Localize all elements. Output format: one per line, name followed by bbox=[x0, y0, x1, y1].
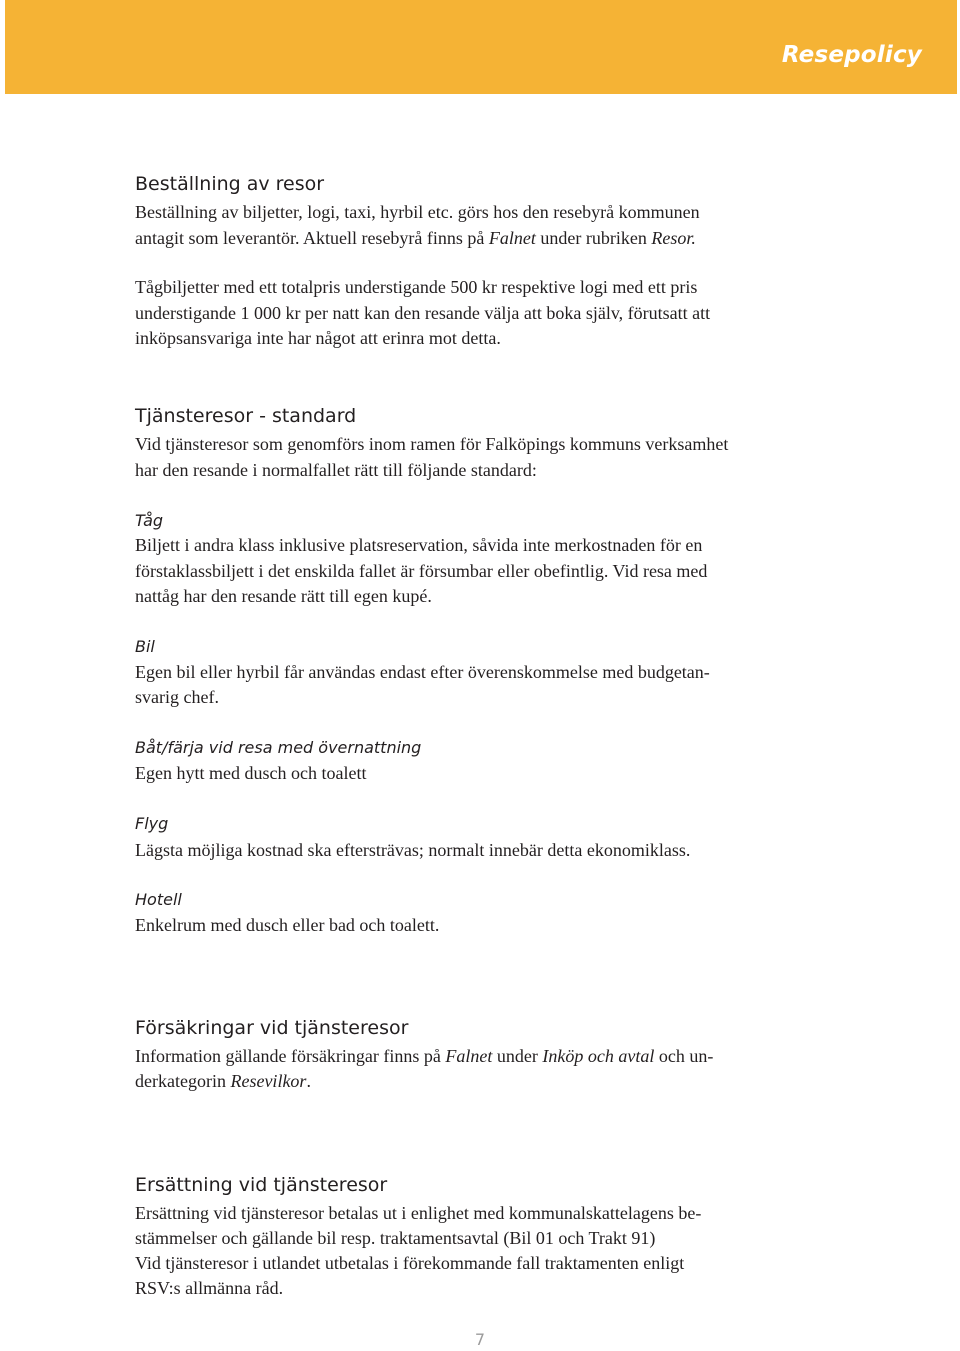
body-line: nattåg har den resande rätt till egen kupé. bbox=[135, 586, 432, 606]
text-run: och un- bbox=[654, 1046, 714, 1066]
body-line: Egen hytt med dusch och toalett bbox=[135, 763, 367, 783]
body-line: stämmelser och gällande bil resp. traktamentsavtal (Bil 01 och Trakt 91) bbox=[135, 1228, 656, 1248]
text-run: under rubriken bbox=[535, 228, 652, 248]
body-line: förstaklassbiljett i det enskilda fallet är försumbar eller obefintlig. Vid resa med bbox=[135, 561, 708, 581]
page-number: 7 bbox=[474, 1330, 486, 1349]
subheading-bat: Båt/färja vid resa med övernattning bbox=[135, 738, 422, 757]
section-heading-ersattning: Ersättning vid tjänsteresor bbox=[135, 1174, 388, 1196]
body-line: understigande 1 000 kr per natt kan den resande välja att boka själv, förutsatt att bbox=[135, 303, 711, 323]
body-line: Egen bil eller hyrbil får användas endast efter överenskommelse med budgetan- bbox=[135, 662, 710, 682]
body-line: har den resande i normalfallet rätt till följande standard: bbox=[135, 460, 537, 480]
body-line bbox=[135, 228, 696, 249]
body-line bbox=[135, 1046, 713, 1067]
body-line: Lägsta möjliga kostnad ska eftersträvas; normalt innebär detta ekonomiklass. bbox=[135, 840, 691, 860]
body-line bbox=[135, 1071, 311, 1092]
subheading-hotell: Hotell bbox=[135, 890, 182, 909]
body-line: Ersättning vid tjänsteresor betalas ut i enlighet med kommunalskattelagens be- bbox=[135, 1203, 702, 1223]
section-heading-forsakringar: Försäkringar vid tjänsteresor bbox=[135, 1017, 409, 1039]
text-run: derkategorin bbox=[135, 1071, 231, 1091]
subheading-tag: Tåg bbox=[135, 511, 164, 530]
section-heading-standard: Tjänsteresor - standard bbox=[135, 405, 357, 427]
resor-reference: Resor. bbox=[651, 228, 696, 248]
header-bar bbox=[5, 0, 957, 94]
falnet-reference: Falnet bbox=[488, 228, 536, 248]
body-line: Vid tjänsteresor som genomförs inom ramen för Falköpings kommuns verksamhet bbox=[135, 434, 729, 454]
inkop-reference: Inköp och avtal bbox=[542, 1046, 655, 1066]
body-line: Enkelrum med dusch eller bad och toalett. bbox=[135, 915, 440, 935]
falnet-reference: Falnet bbox=[445, 1046, 493, 1066]
header-title: Resepolicy bbox=[781, 42, 922, 68]
body-line: Beställning av biljetter, logi, taxi, hyrbil etc. görs hos den resebyrå kommunen bbox=[135, 202, 700, 222]
body-line: Tågbiljetter med ett totalpris understigande 500 kr respektive logi med ett pris bbox=[135, 277, 698, 297]
text-run: antagit som leverantör. Aktuell resebyrå finns på bbox=[135, 228, 489, 248]
body-line: RSV:s allmänna råd. bbox=[135, 1278, 284, 1298]
subheading-bil: Bil bbox=[135, 637, 155, 656]
section-heading-bestallning: Beställning av resor bbox=[135, 173, 325, 195]
text-run: Information gällande försäkringar finns på bbox=[135, 1046, 446, 1066]
resevilkor-reference: Resevilkor bbox=[230, 1071, 307, 1091]
text-run: . bbox=[306, 1071, 311, 1091]
body-line: svarig chef. bbox=[135, 687, 219, 707]
text-run: under bbox=[492, 1046, 543, 1066]
body-line: inköpsansvariga inte har något att erinra mot detta. bbox=[135, 328, 501, 348]
body-line: Biljett i andra klass inklusive platsreservation, såvida inte merkostnaden för en bbox=[135, 535, 703, 555]
subheading-flyg: Flyg bbox=[135, 814, 169, 833]
body-line: Vid tjänsteresor i utlandet utbetalas i förekommande fall traktamenten enligt bbox=[135, 1253, 685, 1273]
